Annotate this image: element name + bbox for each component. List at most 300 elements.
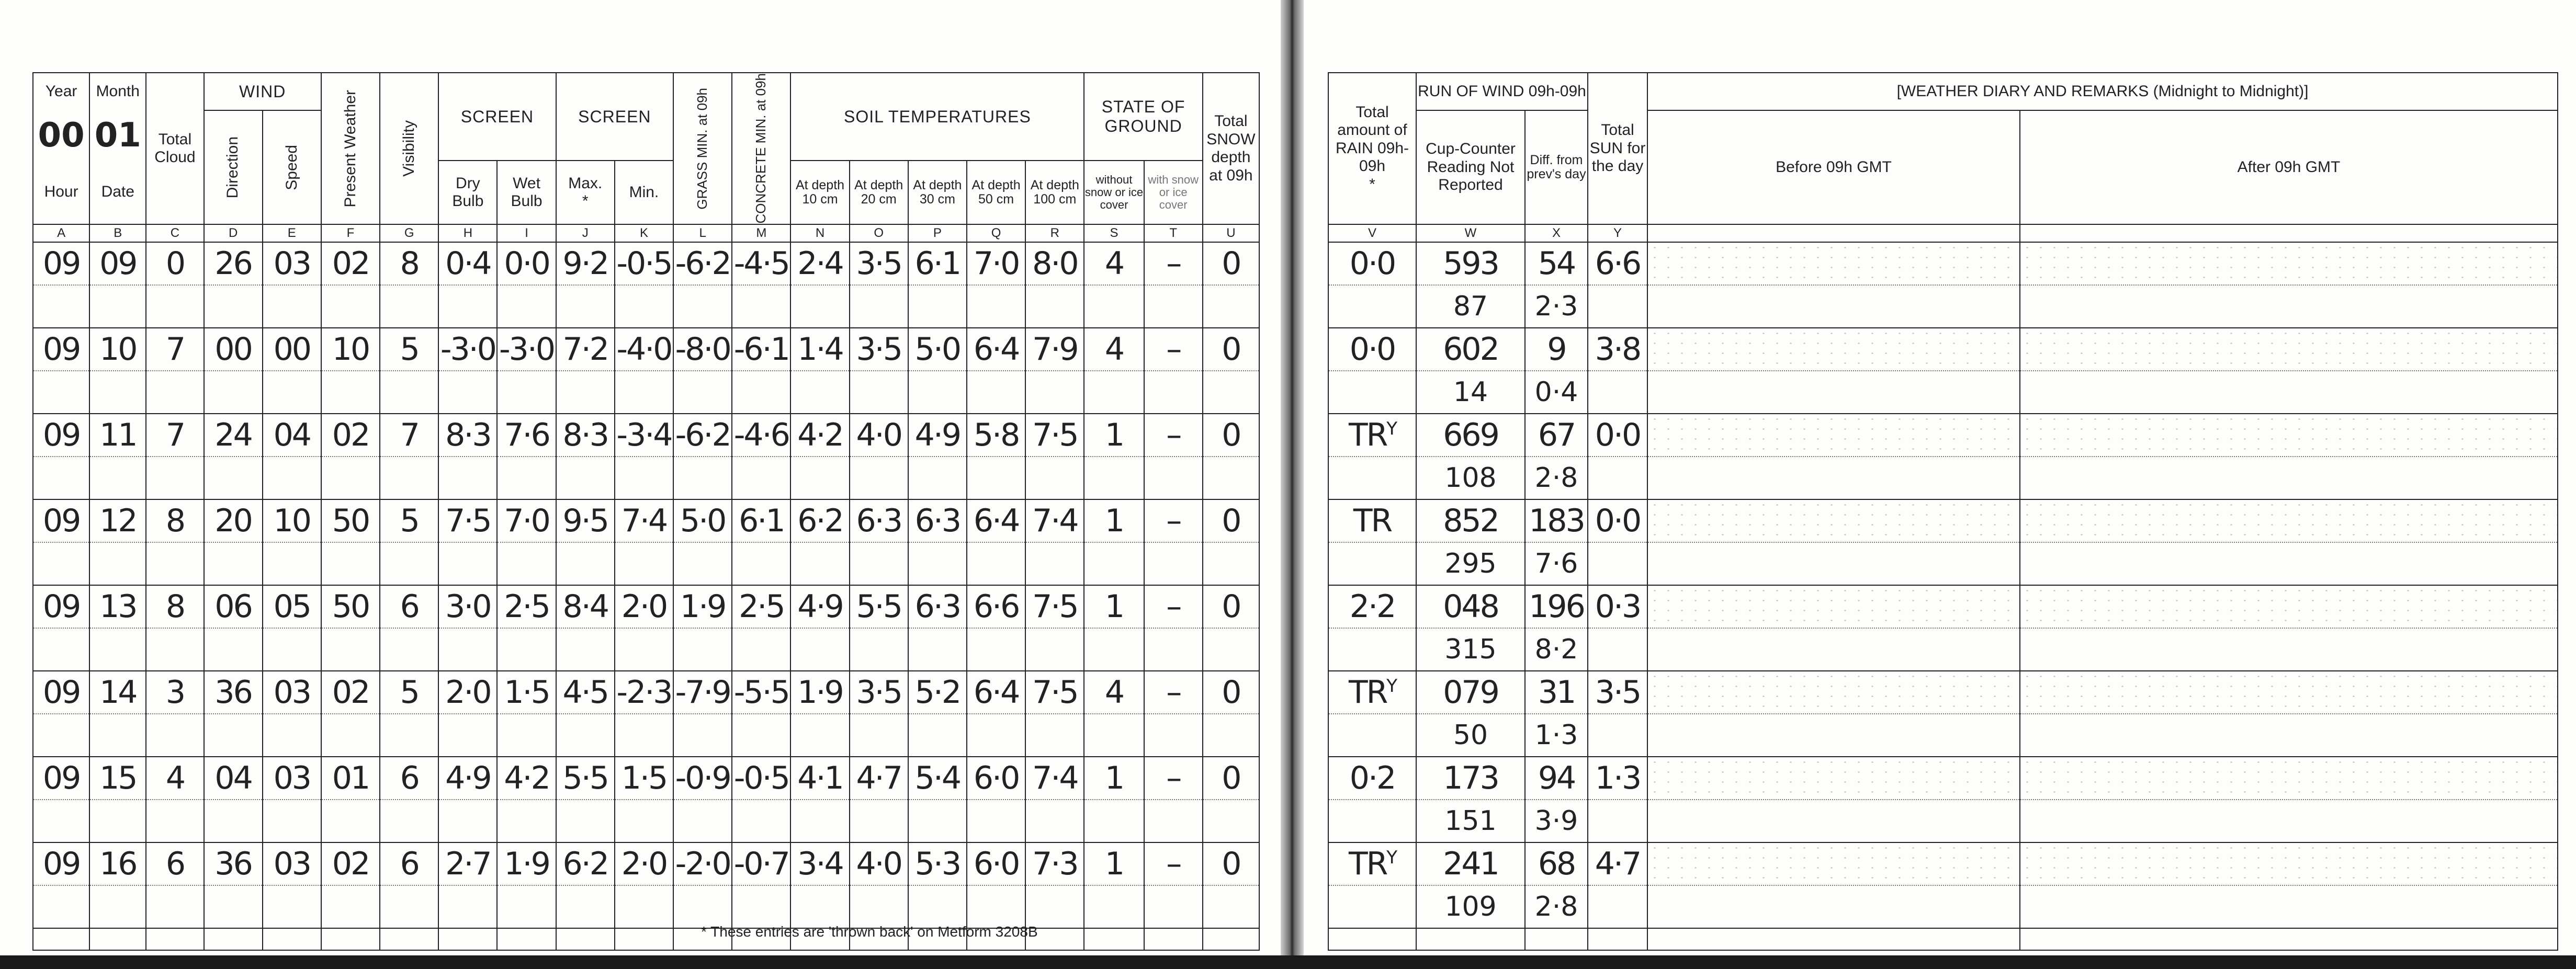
blank-cell [1416, 928, 1525, 950]
blank-cell [146, 885, 204, 928]
soil-100cm-cell: 7·3 [1025, 842, 1084, 885]
cup-counter-sub-cell: 14 [1416, 371, 1525, 414]
cup-counter-sub-cell: 108 [1416, 457, 1525, 499]
table-row [33, 757, 1259, 800]
snow-cover-cell: – [1144, 328, 1203, 371]
blank-cell [615, 371, 673, 414]
blank-cell [1588, 542, 1647, 585]
date-cell: 15 [89, 757, 146, 800]
blank-cell [615, 928, 673, 950]
max-temp-cell: 8·4 [556, 585, 615, 628]
blank-cell [908, 371, 967, 414]
soil-50cm-cell: 5·8 [967, 414, 1025, 457]
blank-cell [380, 628, 438, 671]
column-letter: N [790, 224, 849, 242]
diary-before-cell [1647, 242, 2020, 285]
blank-cell [673, 457, 732, 499]
rain-value: TR [1348, 674, 1387, 711]
blank-cell [89, 928, 146, 950]
wind-direction-cell: 36 [204, 671, 263, 714]
blank-cell [204, 457, 263, 499]
column-letter: Y [1588, 224, 1647, 242]
letter-blank [2020, 224, 2558, 242]
blank-cell [204, 371, 263, 414]
diary-before-cell [1647, 499, 2020, 542]
column-letter: G [380, 224, 438, 242]
table-row [33, 671, 1259, 714]
min-temp-cell: -4·0 [615, 328, 673, 371]
soil-100cm-cell: 7·5 [1025, 671, 1084, 714]
cup-counter-sub-cell: 109 [1416, 885, 1525, 928]
blank-cell [204, 542, 263, 585]
blank-cell [1647, 928, 2020, 950]
diff-cell: 196 [1525, 585, 1588, 628]
diff-sub-cell: 3·9 [1525, 800, 1588, 842]
table-row-spacer [33, 542, 1259, 585]
blank-cell [380, 285, 438, 328]
diary-before-cell [1647, 371, 2020, 414]
column-letter: V [1328, 224, 1416, 242]
state-of-ground-cell: 1 [1084, 414, 1144, 457]
rain-total-cell [1328, 671, 1416, 714]
soil-30cm-cell: 6·1 [908, 242, 967, 285]
column-letters-row-right [1328, 224, 2558, 242]
blank-cell [673, 371, 732, 414]
blank-cell [1084, 928, 1144, 950]
blank-cell [1084, 628, 1144, 671]
hour-cell: 09 [33, 842, 89, 885]
total-sun-cell: 4·7 [1588, 842, 1647, 885]
blank-cell [1588, 628, 1647, 671]
visibility-cell: 6 [380, 842, 438, 885]
blank-cell [497, 714, 556, 757]
total-sun-cell: 0·3 [1588, 585, 1647, 628]
diff-sub-cell: 7·6 [1525, 542, 1588, 585]
rain-superscript: Y [1386, 676, 1396, 697]
total-sun-cell: 0·0 [1588, 414, 1647, 457]
wind-direction-cell: 36 [204, 842, 263, 885]
cup-counter-sub-cell: 50 [1416, 714, 1525, 757]
blank-cell [556, 800, 615, 842]
table-row [33, 328, 1259, 371]
state-of-ground-cell: 1 [1084, 585, 1144, 628]
diff-cell: 54 [1525, 242, 1588, 285]
diary-after-cell [2020, 542, 2558, 585]
table-row-spacer [33, 714, 1259, 757]
blank-cell [204, 885, 263, 928]
blank-cell [1328, 285, 1416, 328]
blank-cell [204, 714, 263, 757]
diary-after-cell [2020, 457, 2558, 499]
blank-cell [497, 628, 556, 671]
blank-row [1328, 928, 2558, 950]
diary-before-cell [1647, 328, 2020, 371]
concrete-min-header: CONCRETE MIN. at 09h [732, 73, 790, 224]
blank-cell [380, 542, 438, 585]
blank-cell [33, 800, 89, 842]
cup-counter-cell: 669 [1416, 414, 1525, 457]
blank-cell [89, 885, 146, 928]
dry-bulb-cell: 2·0 [438, 671, 497, 714]
blank-cell [1203, 285, 1259, 328]
diary-after-cell [2020, 842, 2558, 885]
dry-bulb-cell: 4·9 [438, 757, 497, 800]
blank-cell [1203, 885, 1259, 928]
cup-counter-cell: 241 [1416, 842, 1525, 885]
blank-cell [1144, 714, 1203, 757]
blank-cell [1328, 457, 1416, 499]
blank-cell [1084, 800, 1144, 842]
weather-diary-header: [WEATHER DIARY AND REMARKS (Midnight to Midnight)] [1647, 73, 2558, 110]
diary-before-cell [1647, 671, 2020, 714]
cup-counter-cell: 048 [1416, 585, 1525, 628]
min-temp-cell: 2·0 [615, 842, 673, 885]
max-temp-cell: 6·2 [556, 842, 615, 885]
blank-cell [204, 285, 263, 328]
diary-after-cell [2020, 371, 2558, 414]
present-weather-cell: 02 [321, 242, 380, 285]
blank-cell [146, 457, 204, 499]
blank-cell [321, 371, 380, 414]
diary-before-cell [1647, 885, 2020, 928]
snow-cover-cell: – [1144, 585, 1203, 628]
blank-cell [1084, 371, 1144, 414]
present-weather-cell: 01 [321, 757, 380, 800]
blank-cell [263, 457, 321, 499]
cup-counter-header: Cup-Counter Reading Not Reported [1416, 110, 1525, 224]
cup-counter-sub-cell: 295 [1416, 542, 1525, 585]
column-letter: B [89, 224, 146, 242]
blank-cell [1025, 371, 1084, 414]
grass-min-cell: -8·0 [673, 328, 732, 371]
blank-cell [1144, 885, 1203, 928]
blank-cell [790, 285, 849, 328]
blank-cell [33, 714, 89, 757]
wet-bulb-cell: 4·2 [497, 757, 556, 800]
blank-cell [1203, 371, 1259, 414]
blank-cell [732, 628, 790, 671]
diff-header: Diff. from prev's day [1525, 110, 1588, 224]
blank-cell [556, 371, 615, 414]
total-snow-header: Total SNOW depth at 09h [1203, 73, 1259, 224]
blank-cell [967, 800, 1025, 842]
blank-cell [497, 371, 556, 414]
blank-cell [615, 628, 673, 671]
max-temp-cell: 7·2 [556, 328, 615, 371]
total-cloud-cell: 8 [146, 499, 204, 542]
footnote: * These entries are 'thrown back' on Metform 3208B [701, 924, 1038, 940]
diary-after-cell [2020, 328, 2558, 371]
blank-cell [204, 628, 263, 671]
book-gutter [1281, 0, 1304, 969]
blank-cell [615, 285, 673, 328]
max-temp-cell: 9·5 [556, 499, 615, 542]
diff-sub-cell: 2·3 [1525, 285, 1588, 328]
blank-cell [1588, 457, 1647, 499]
wind-speed-cell: 03 [263, 242, 321, 285]
wind-speed-cell: 03 [263, 757, 321, 800]
diary-after-cell [2020, 885, 2558, 928]
soil-20cm-cell: 5·5 [850, 585, 908, 628]
soil-30cm-cell: 4·9 [908, 414, 967, 457]
table-row [33, 585, 1259, 628]
diary-before-cell [1647, 714, 2020, 757]
wind-speed-cell: 10 [263, 499, 321, 542]
hour-cell: 09 [33, 671, 89, 714]
snow-depth-cell: 0 [1203, 585, 1259, 628]
wind-speed-cell: 00 [263, 328, 321, 371]
rain-value: TR [1348, 846, 1387, 882]
blank-cell [497, 928, 556, 950]
blank-cell [1203, 800, 1259, 842]
blank-cell [497, 285, 556, 328]
cup-counter-cell: 593 [1416, 242, 1525, 285]
present-weather-cell: 02 [321, 414, 380, 457]
blank-cell [33, 371, 89, 414]
hour-cell: 09 [33, 328, 89, 371]
blank-cell [790, 714, 849, 757]
soil-20cm-cell: 4·7 [850, 757, 908, 800]
rain-wind-rows [1328, 242, 2558, 950]
snow-cover-cell: – [1144, 414, 1203, 457]
dry-bulb-cell: 8·3 [438, 414, 497, 457]
blank-cell [850, 628, 908, 671]
rain-value: 0·0 [1349, 245, 1395, 282]
blank-cell [850, 285, 908, 328]
concrete-min-cell: -4·5 [732, 242, 790, 285]
snow-depth-cell: 0 [1203, 414, 1259, 457]
table-row-spacer [33, 457, 1259, 499]
speed-header: Speed [263, 110, 321, 224]
table-row [1328, 585, 2558, 628]
soil-10cm-cell: 4·2 [790, 414, 849, 457]
wet-bulb-header: Wet Bulb [497, 161, 556, 224]
soil-10cm-cell: 1·9 [790, 671, 849, 714]
blank-cell [732, 285, 790, 328]
max-temp-cell: 5·5 [556, 757, 615, 800]
cup-counter-cell: 852 [1416, 499, 1525, 542]
blank-cell [146, 628, 204, 671]
blank-cell [850, 542, 908, 585]
snow-depth-cell: 0 [1203, 242, 1259, 285]
blank-cell [556, 885, 615, 928]
blank-cell [1203, 714, 1259, 757]
blank-cell [790, 628, 849, 671]
blank-cell [89, 285, 146, 328]
table-row [1328, 842, 2558, 885]
soil-30cm-cell: 5·0 [908, 328, 967, 371]
right-page [1304, 0, 2576, 969]
blank-cell [1144, 800, 1203, 842]
month-header: Month [89, 73, 146, 110]
total-cloud-header: Total Cloud [146, 73, 204, 224]
wind-header: WIND [204, 73, 321, 110]
blank-cell [1588, 800, 1647, 842]
soil-50-header: At depth 50 cm [967, 161, 1025, 224]
blank-cell [33, 928, 89, 950]
present-weather-cell: 02 [321, 842, 380, 885]
cup-counter-cell: 602 [1416, 328, 1525, 371]
snow-depth-cell: 0 [1203, 499, 1259, 542]
blank-cell [850, 800, 908, 842]
blank-cell [732, 371, 790, 414]
blank-cell [497, 542, 556, 585]
diary-after-cell [2020, 714, 2558, 757]
table-row-spacer [33, 371, 1259, 414]
state-of-ground-header: STATE OF GROUND [1084, 73, 1202, 161]
blank-cell [732, 800, 790, 842]
blank-cell [967, 628, 1025, 671]
total-sun-cell: 6·6 [1588, 242, 1647, 285]
blank-cell [438, 885, 497, 928]
soil-10cm-cell: 6·2 [790, 499, 849, 542]
blank-cell [1328, 628, 1416, 671]
diary-before-cell [1647, 842, 2020, 885]
blank-cell [908, 885, 967, 928]
column-letter: W [1416, 224, 1525, 242]
run-of-wind-header: RUN OF WIND 09h-09h [1416, 73, 1588, 110]
snow-cover-cell: – [1144, 242, 1203, 285]
soil-20cm-cell: 3·5 [850, 671, 908, 714]
date-cell: 16 [89, 842, 146, 885]
diary-before-cell [1647, 285, 2020, 328]
diary-after-cell [2020, 628, 2558, 671]
column-letter: Q [967, 224, 1025, 242]
table-row-sub [1328, 800, 2558, 842]
blank-cell [263, 371, 321, 414]
rain-value: 2·2 [1349, 588, 1395, 625]
table-row [1328, 242, 2558, 285]
total-cloud-cell: 4 [146, 757, 204, 800]
screen-header-1: SCREEN [438, 73, 556, 161]
blank-cell [321, 885, 380, 928]
date-cell: 10 [89, 328, 146, 371]
blank-cell [89, 457, 146, 499]
diff-sub-cell: 1·3 [1525, 714, 1588, 757]
rain-value: 0·2 [1349, 760, 1395, 796]
rain-total-cell [1328, 757, 1416, 800]
total-sun-cell: 3·5 [1588, 671, 1647, 714]
diff-cell: 9 [1525, 328, 1588, 371]
visibility-cell: 6 [380, 757, 438, 800]
table-row-sub [1328, 371, 2558, 414]
blank-cell [438, 928, 497, 950]
concrete-min-cell: -5·5 [732, 671, 790, 714]
soil-50cm-cell: 6·4 [967, 671, 1025, 714]
max-temp-cell: 9·2 [556, 242, 615, 285]
visibility-cell: 5 [380, 671, 438, 714]
present-weather-cell: 50 [321, 499, 380, 542]
blank-cell [790, 542, 849, 585]
column-letter: R [1025, 224, 1084, 242]
rain-total-cell [1328, 842, 1416, 885]
blank-cell [908, 628, 967, 671]
snow-depth-cell: 0 [1203, 328, 1259, 371]
blank-cell [33, 628, 89, 671]
blank-cell [146, 714, 204, 757]
total-sun-cell: 0·0 [1588, 499, 1647, 542]
blank-cell [1525, 928, 1588, 950]
diary-before-cell [1647, 757, 2020, 800]
state-of-ground-cell: 1 [1084, 499, 1144, 542]
column-letter: M [732, 224, 790, 242]
present-weather-cell: 02 [321, 671, 380, 714]
table-row [1328, 757, 2558, 800]
month-value: 01 [89, 110, 146, 161]
total-cloud-cell: 7 [146, 414, 204, 457]
blank-cell [967, 457, 1025, 499]
blank-cell [673, 800, 732, 842]
blank-cell [908, 800, 967, 842]
date-cell: 09 [89, 242, 146, 285]
table-row [1328, 671, 2558, 714]
blank-cell [673, 285, 732, 328]
column-letter: A [33, 224, 89, 242]
blank-cell [1025, 714, 1084, 757]
state-of-ground-cell: 1 [1084, 842, 1144, 885]
soil-20cm-cell: 4·0 [850, 414, 908, 457]
blank-cell [556, 285, 615, 328]
blank-cell [967, 371, 1025, 414]
blank-cell [321, 800, 380, 842]
blank-cell [1328, 542, 1416, 585]
wind-speed-cell: 04 [263, 414, 321, 457]
blank-cell [556, 628, 615, 671]
total-sun-cell: 3·8 [1588, 328, 1647, 371]
blank-cell [380, 371, 438, 414]
soil-20-header: At depth 20 cm [850, 161, 908, 224]
blank-cell [204, 800, 263, 842]
soil-30cm-cell: 6·3 [908, 585, 967, 628]
grass-min-header: GRASS MIN. at 09h [673, 73, 732, 224]
soil-10cm-cell: 1·4 [790, 328, 849, 371]
snow-depth-cell: 0 [1203, 757, 1259, 800]
blank-cell [146, 285, 204, 328]
table-row [1328, 414, 2558, 457]
diff-sub-cell: 0·4 [1525, 371, 1588, 414]
blank-cell [556, 542, 615, 585]
grass-min-cell: 1·9 [673, 585, 732, 628]
soil-30-header: At depth 30 cm [908, 161, 967, 224]
diary-after-cell [2020, 499, 2558, 542]
wind-direction-cell: 26 [204, 242, 263, 285]
blank-cell [1328, 371, 1416, 414]
blank-cell [146, 800, 204, 842]
present-weather-cell: 50 [321, 585, 380, 628]
soil-100cm-cell: 7·5 [1025, 585, 1084, 628]
observation-table [32, 72, 1260, 951]
blank-cell [497, 457, 556, 499]
blank-cell [438, 542, 497, 585]
rain-superscript: Y [1386, 418, 1396, 439]
blank-cell [732, 457, 790, 499]
blank-cell [438, 628, 497, 671]
grass-min-cell: -6·2 [673, 242, 732, 285]
total-cloud-cell: 6 [146, 842, 204, 885]
blank-cell [1144, 542, 1203, 585]
table-row [33, 414, 1259, 457]
blank-cell [615, 885, 673, 928]
soil-20cm-cell: 3·5 [850, 242, 908, 285]
table-row [33, 499, 1259, 542]
present-weather-header: Present Weather [321, 73, 380, 224]
blank-cell [1025, 457, 1084, 499]
with-snow-header: with snow or ice cover [1144, 161, 1203, 224]
soil-50cm-cell: 6·0 [967, 757, 1025, 800]
blank-cell [556, 714, 615, 757]
column-letter: K [615, 224, 673, 242]
year-value: 00 [33, 110, 89, 161]
